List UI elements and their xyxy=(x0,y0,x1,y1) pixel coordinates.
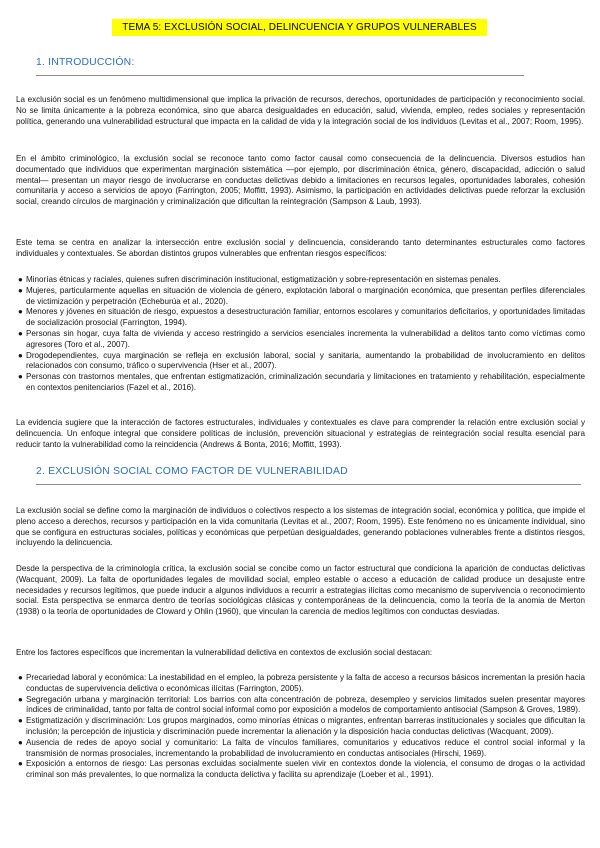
list-item: ● Mujeres, particularmente aquellas en situación de violencia de género, explotación laboral o marginación económica, que presentan perfiles diferenciales de victimización y perpetración (Echeburúa et al., 2020). xyxy=(18,285,585,306)
list-item: ● Exposición a entornos de riesgo: Las personas excluidas socialmente suelen vivir en contextos donde la violencia, el consumo de drogas o la actividad criminal son más prevalentes, lo que normaliza la conducta delictiva y facilita su aprendizaje (Loeber et al., 1991). xyxy=(18,759,585,780)
list-item: ● Personas con trastornos mentales, que enfrentan estigmatización, criminalización secundaria y limitaciones en tratamiento y rehabilitación, especialmente en contextos penitenciarios (Fazel et al., 2016). xyxy=(18,372,585,392)
bullet-icon: ● xyxy=(18,328,23,338)
section-1-paragraph-1: La exclusión social es un fenómeno multidimensional que implica la privación de recursos, derechos, oportunidades de participación y reconocimiento social. No se limita únicamente a la pobreza económica, sino que abarca desigualdades en educación, salud, vivienda, empleo, redes sociales y representación política, generando una vulnerabilidad estructural que impacta en la calidad de vida y la integración social de los individuos (Levitas et al., 2007; Room, 1995). xyxy=(16,95,585,126)
list-item: ● Estigmatización y discriminación: Los grupos marginados, como minorías étnicas o migrantes, enfrentan barreras institucionales y sociales que dificultan la inclusión; la percepción de injusticia y discriminación puede incrementar la alienación y la disposición hacia conductas delictivas (Wacquant, 2009). xyxy=(18,716,585,736)
section-2-factors-list xyxy=(16,673,585,781)
bullet-icon: ● xyxy=(18,759,23,769)
section-2-paragraph-2: Desde la perspectiva de la criminología crítica, la exclusión social se concibe como un factor estructural que condiciona la aparición de conductas delictivas (Wacquant, 2009). La falta de oportunidades legales de movilidad social, empleo estable o acceso a educación de calidad produce un desajuste entre necesidades y recursos legítimos, que puede inducir a algunos individuos a recurrir a estrategias ilícitas como mecanismo de supervivencia o reconocimiento social. Esta perspectiva se enmarca dentro de teorías sociológicas clásicas y contemporáneas de la delincuencia, como la teoría de la anomia de Merton (1938) o la teoría de oportunidades de Cloward y Ohlin (1960), que vinculan la carencia de medios legítimos con conductas desviadas. xyxy=(16,564,585,617)
list-item: ● Drogodependientes, cuya marginación se refleja en exclusión laboral, social y sanitaria, aumentando la probabilidad de involucramiento en delitos relacionados con consumo, tráfico o supervivencia (Hser et al., 2007). xyxy=(18,350,585,371)
bullet-icon: ● xyxy=(18,673,23,682)
section-2-heading: 2. EXCLUSIÓN SOCIAL COMO FACTOR DE VULNERABILIDAD xyxy=(36,466,348,477)
list-item: ● Segregación urbana y marginación territorial: Los barrios con alta concentración de pobreza, desempleo y servicios limitados suelen presentar mayores índices de criminalidad, tanto por falta de control social informal como por exposición a modelos de comportamiento antisocial (Sampson & Groves, 1989). xyxy=(18,694,585,715)
bullet-icon: ● xyxy=(18,694,23,704)
section-2-paragraph-3: Entre los factores específicos que incrementan la vulnerabilidad delictiva en contextos de exclusión social destacan: xyxy=(16,648,433,657)
section-2-paragraph-1: La exclusión social se define como la marginación de individuos o colectivos respecto a los sistemas de integración social, económica y política, que impide el pleno acceso a derechos, recursos y participación en la vida comunitaria (Levitas et al., 2007; Room, 1995). Este fenómeno no es únicamente individual, sino que se configura en estructuras sociales, políticas y económicas que perpetúan desigualdades, generando poblaciones vulnerables frente a distintos riesgos, incluyendo la delincuencia. xyxy=(16,506,585,548)
bullet-icon: ● xyxy=(18,716,23,726)
section-1-vulnerable-groups-list xyxy=(16,275,585,394)
list-item: ● Menores y jóvenes en situación de riesgo, expuestos a desestructuración familiar, entornos escolares y comunitarios deficitarios, y oportunidades limitadas de socialización prosocial (Farrington, 1994). xyxy=(18,307,585,328)
document-title: TEMA 5: EXCLUSIÓN SOCIAL, DELINCUENCIA Y GRUPOS VULNERABLES xyxy=(112,19,487,36)
bullet-icon: ● xyxy=(18,285,23,295)
list-item: ● Minorías étnicas y raciales, quienes sufren discriminación institucional, estigmatización y sobre-representación en sistemas penales. xyxy=(18,275,501,284)
list-item: ● Personas sin hogar, cuya falta de vivienda y acceso restringido a servicios esenciales incrementa la vulnerabilidad a delitos tanto como víctimas como agresores (Toro et al., 2007). xyxy=(18,328,585,349)
bullet-icon: ● xyxy=(18,372,23,382)
bullet-icon: ● xyxy=(18,350,23,360)
section-1-paragraph-4: La evidencia sugiere que la interacción de factores estructurales, individuales y contextuales es clave para comprender la relación entre exclusión social y delincuencia. Un enfoque integral que considere políticas de inclusión, prevención situacional y estrategias de reintegración social resulta esencial para reducir tanto la vulnerabilidad como la reincidencia (Andrews & Bonta, 2016; Moffitt, 1993). xyxy=(16,418,585,449)
list-item: ● Ausencia de redes de apoyo social y comunitario: La falta de vínculos familiares, comunitarios y educativos reduce el control social informal y la transmisión de normas prosociales, incrementando la probabilidad de involucramiento en conductas antisociales (Hirschi, 1969). xyxy=(18,737,585,758)
section-1-paragraph-2: En el ámbito criminológico, la exclusión social se reconoce tanto como factor causal como consecuencia de la delincuencia. Diversos estudios han documentado que individuos que experimentan marginación sistemática —por ejemplo, por discriminación étnica, género, discapacidad, adicción o salud mental— presentan un mayor riesgo de involucrarse en conductas delictivas debido a limitaciones en recursos legales, oportunidades laborales, cohesión comunitaria y acceso a servicios de apoyo (Farrington, 2005; Moffitt, 1993). Asimismo, la participación en actividades delictivas puede reforzar la exclusión social, creando círculos de marginación y criminalización que dificultan la reintegración (Sampson & Laub, 1993). xyxy=(16,154,585,207)
section-1-paragraph-3: Este tema se centra en analizar la intersección entre exclusión social y delincuencia, considerando tanto determinantes estructurales como factores individuales y contextuales. Se abordan distintos grupos vulnerables que enfrentan riesgos específicos: xyxy=(16,238,585,258)
section-1-divider xyxy=(36,75,524,76)
list-item: ● Precariedad laboral y económica: La inestabilidad en el empleo, la pobreza persistente y la falta de acceso a recursos básicos incrementan la presión hacia conductas de supervivencia delictiva o económicas ilícitas (Farrington, 2005). xyxy=(18,673,585,693)
bullet-icon: ● xyxy=(18,737,23,747)
bullet-icon: ● xyxy=(18,275,23,284)
section-2-divider xyxy=(36,484,581,485)
bullet-icon: ● xyxy=(18,307,23,317)
section-1-heading: 1. INTRODUCCIÓN: xyxy=(36,57,135,68)
